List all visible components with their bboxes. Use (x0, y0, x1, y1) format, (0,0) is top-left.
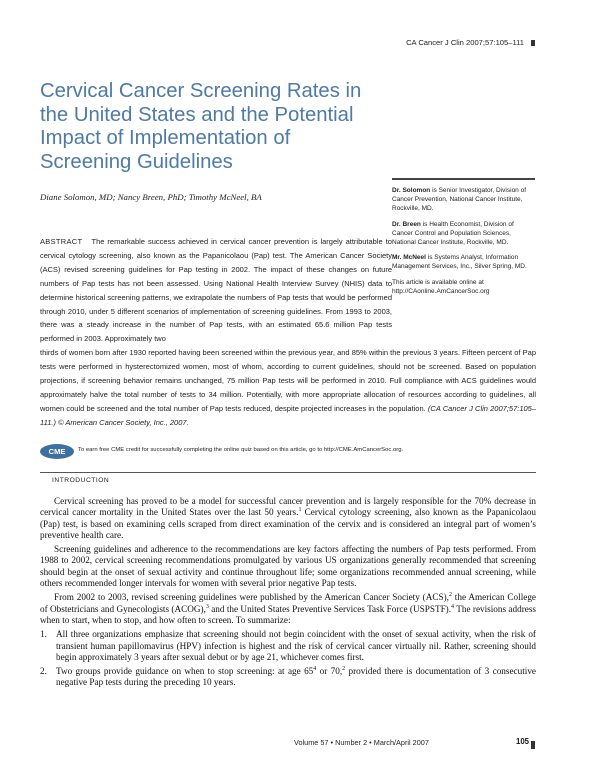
journal-reference: CA Cancer J Clin 2007;57:105–111 (406, 38, 524, 47)
introduction-body (40, 496, 536, 692)
list-number: 2. (40, 666, 47, 677)
reference-sup: 1 (298, 507, 302, 514)
introduction-divider (40, 472, 536, 473)
affiliation-solomon (392, 186, 534, 214)
guideline-summary-list (40, 629, 536, 688)
list-text: All three organizations emphasize that screening should not begin coincident with the onset of sexual activity, when the risk of transient human papillomavirus (HPV) infection is highest and the risk of cervical cancer virtually nil. Rather, screening should begin approximately 3 years after sexual debut or by age 21, whichever comes first. (56, 629, 536, 662)
page-number: 105 (516, 737, 530, 746)
abstract-text-continued: thirds of women born after 1930 reported having been screened within the previous year, and 85% within the previous 3 years. Fifteen percent of Pap tests were performed in hysterectomized women, most of whom, according to current guidelines, should not be screened. Based on population projections, if screening behavior remains unchanged, 75 million Pap tests will be performed in 2010. Full compliance with ACS guidelines would approximately halve the total number of tests to 34 million. Potentially, with more appropriate allocation of resources according to guidelines, all women could be screened and the total number of Pap tests reduced, despite projected increases in the population. (40, 348, 536, 413)
reference-sup: 2 (342, 666, 346, 673)
reference-sup: 4 (451, 603, 455, 610)
header-marker (531, 40, 535, 46)
list-item (40, 666, 536, 689)
affiliation-text: is Systems Analyst, Information Management Services, Inc., Silver Spring, MD. (392, 254, 527, 271)
reference-sup: 2 (448, 592, 452, 599)
affiliation-text: is Senior Investigator, Division of Cancer Prevention, National Cancer Institute, Rockville, MD. (392, 187, 527, 213)
text-run: Two groups provide guidance on when to stop screening: at age 65 (56, 666, 314, 677)
text-run: and the United States Preventive Services Task Force (USPSTF). (208, 603, 452, 614)
affiliations-divider (392, 178, 535, 180)
text-run: the American College of Obstetricians and Gynecologists (ACOG), (40, 592, 536, 614)
affiliation-name: Mr. McNeel (392, 254, 426, 262)
issue-info: Volume 57 • Number 2 • March/April 2007 (294, 738, 429, 747)
list-number: 1. (40, 629, 47, 640)
text-run: Cervical screening has proved to be a model for successful cancer prevention and is largely responsible for the 70% decrease in cervical cancer mortality in the United States over the last 50 years. (40, 496, 536, 518)
article-title: Cervical Cancer Screening Rates in the United States and the Potential Impact of Implementation of Screening Guidelines (40, 80, 362, 173)
abstract-text: The remarkable success achieved in cervical cancer prevention is largely attributable to cervical cytology screening, also known as the Papanicolaou (Pap) test. The American Cancer Society (ACS) revised screening guidelines for Pap testing in 2002. The impact of these changes on future numbers of Pap tests has not been assessed. Using National Health Interview Survey (NHIS) data to determine historical screening patterns, we extrapolate the numbers of Pap tests that would be performed through 2010, under 5 different scenarios of implementation of screening guidelines. From 1993 to 2003, there was a steady increase in the number of Pap tests, with an estimated 65.6 million Pap tests performed in 2003. Approximately two (40, 237, 392, 344)
text-run: The revisions address when to start, when to stop, and how often to screen. To summarize: (40, 603, 536, 625)
abstract-part-2 (40, 346, 536, 429)
abstract-part-1 (40, 235, 392, 346)
affiliation-name: Dr. Solomon (392, 187, 431, 194)
introduction-heading: INTRODUCTION (52, 477, 110, 484)
affiliation-text: is Health Economist, Division of Cancer Control and Population Sciences, National Cancer Institute, Rockville, MD. (392, 220, 514, 247)
author-affiliations (392, 186, 534, 302)
cme-note: To earn free CME credit for successfully completing the online quiz based on this article, go to http://CME.AmCancerSoc.org. (78, 447, 404, 453)
text-run: provided there is documentation of 3 consecutive negative Pap tests during the preceding 10 years. (56, 666, 536, 688)
affiliation-name: Dr. Breen (392, 220, 421, 228)
author-list: Diane Solomon, MD; Nancy Breen, PhD; Timothy McNeel, BA (40, 192, 262, 202)
reference-sup: 3 (205, 603, 209, 610)
intro-paragraph-2: Screening guidelines and adherence to the recommendations are key factors affecting the numbers of Pap tests performed. From 1988 to 2002, cervical screening recommendations promulgated by various US organizations generally recommended that screening should begin at the onset of sexual activity and continue throughout life; some organizations recommended annual screening, while others recommended longer intervals for women with several prior negative Pap tests. (40, 544, 536, 589)
text-run: or 70, (316, 666, 343, 677)
abstract-citation: (CA Cancer J Clin 2007;57:105–111.) © American Cancer Society, Inc., 2007. (40, 403, 537, 427)
footer-marker (531, 741, 535, 749)
affiliation-mcneel (392, 253, 534, 271)
intro-paragraph-1 (40, 496, 536, 541)
affiliation-breen (392, 220, 534, 248)
list-item (40, 629, 536, 663)
abstract-label: ABSTRACT (40, 237, 83, 246)
online-availability: This article is available online at http://CAonline.AmCancerSoc.org (392, 278, 490, 295)
text-run: Cervical cytology screening, also known as the Papanicolaou (Pap) test, is based on examining cells scraped from direct examination of the cervix and is considered an integral part of women’s preventive health care. (40, 507, 537, 540)
reference-sup: 4 (313, 666, 317, 673)
text-run: From 2002 to 2003, revised screening guidelines were published by the American Cancer Society (ACS), (54, 592, 449, 603)
cme-badge-icon: CME (40, 444, 74, 459)
intro-paragraph-3 (40, 592, 536, 626)
